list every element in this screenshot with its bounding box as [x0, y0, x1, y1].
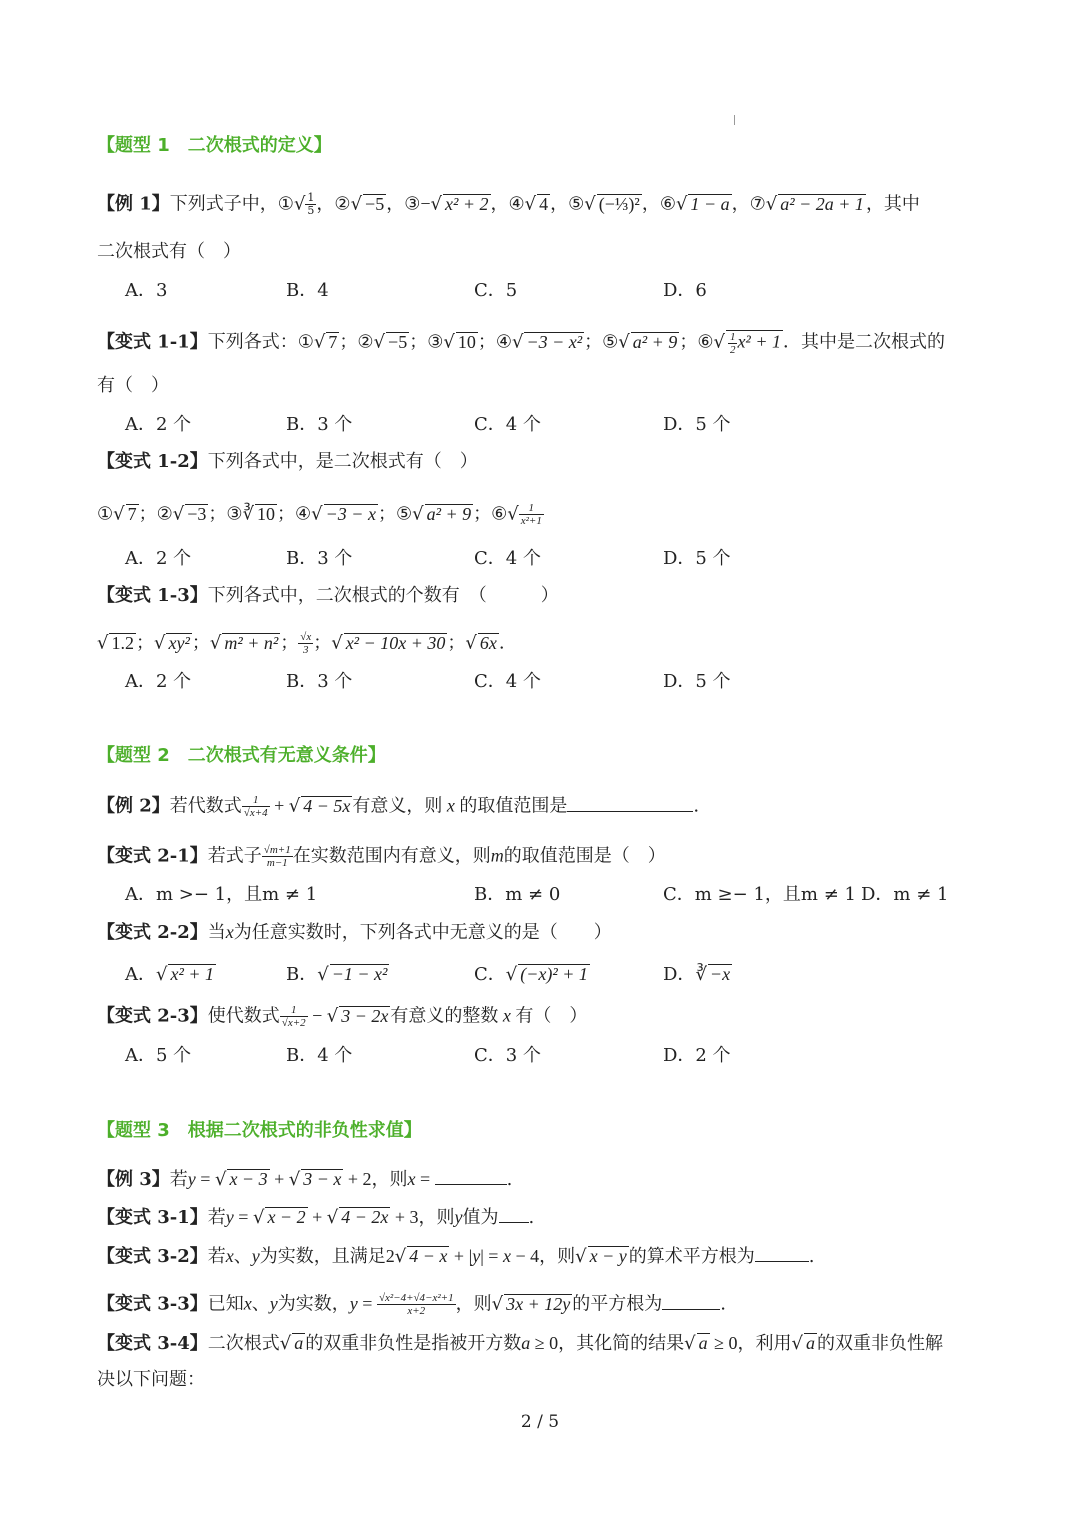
example-tag: 【例 2】: [97, 795, 170, 817]
stem-text: 使代数式: [207, 1005, 280, 1027]
variant-1-2-expr: ①√ 7 ；②√ −3 ；③∛ 10 ；④√ −3 − x ；⑤√ a² + 9 ；⑥√ $\frac{1}{\text{x²+1}}$: [97, 502, 542, 528]
option-a: A．2 个: [125, 548, 192, 569]
variant-tag: 【变式 1-3】: [97, 585, 208, 606]
stem-text: 有意义，则: [352, 795, 443, 817]
option-d: D．2 个: [663, 1045, 731, 1066]
stem-text: 若: [169, 1169, 188, 1190]
stem-text: 在实数范围内有意义，则: [292, 845, 491, 867]
stem-text: 有（ ）: [515, 1005, 588, 1027]
stem-text: 下列各式中，是二次根式有（ ）: [207, 451, 478, 472]
example-1-stem: 【例 1】下列式子中，①√ $\frac{1}{5}$ ，②√ −5 ，③−√ x² + 2 ，④√ 4 ，⑤√ (−⅓)² ，⑥√ 1 − a ，⑦√ a² − 2a + 1 ，其中: [97, 191, 920, 218]
stem-text: 当: [207, 922, 226, 943]
variant-3-3-stem: 【变式 3-3】已知x、y为实数，y = $\frac{\text{√x²−4+√4−x²+1}}{x+2}$ ，则√ 3x + 12y 的平方根为 .: [97, 1292, 726, 1318]
variant-tag: 【变式 3-3】: [97, 1293, 208, 1315]
option-c: C．4 个: [474, 414, 541, 435]
variant-3-4-cont: 决以下问题：: [97, 1369, 205, 1390]
stem-text: 若代数式: [169, 795, 242, 817]
answer-blank[interactable]: [662, 1293, 720, 1310]
variant-tag: 【变式 1-1】: [97, 331, 208, 353]
stem-text: 为实数，: [277, 1293, 350, 1315]
option-a: A．3: [125, 280, 168, 301]
option-a: A．2 个: [125, 671, 192, 692]
variant-2-2-stem: 【变式 2-2】当x为任意实数时，下列各式中无意义的是（ ）: [97, 922, 612, 943]
margin-mark: [734, 115, 735, 125]
stem-text: 下列式子中，: [169, 193, 278, 215]
example-1-cont: 二次根式有（ ）: [97, 241, 241, 262]
stem-text: 为实数，且满足: [259, 1246, 386, 1267]
variant-tag: 【变式 2-3】: [97, 1005, 208, 1027]
variant-1-2-stem: [97, 453, 478, 471]
answer-blank[interactable]: [567, 795, 693, 812]
option-a: A．5 个: [125, 1045, 192, 1066]
option-c: C．5: [474, 280, 518, 301]
stem-text: ，则: [371, 1169, 408, 1190]
variant-1-3-expr: √ 1.2 ；√ xy² ；√ m² + n² ； $\frac{√x}{3}$ ；√ x² − 10x + 30 ；√ 6x .: [97, 631, 505, 657]
variant-3-1-stem: 【变式 3-1】若y = √ x − 2 + √ 4 − 2x + 3，则y值为 .: [97, 1207, 535, 1228]
option-c: C．√ (−x)² + 1: [474, 964, 588, 985]
option-a: A．m >− 1，且m ≠ 1: [125, 884, 318, 905]
stem-text: ，其中: [865, 193, 920, 215]
stem-text: 下列各式：: [207, 331, 298, 353]
stem-text: 若: [207, 1246, 226, 1267]
stem-text: 若式子: [207, 845, 262, 867]
section-title-3: 【题型 3 根据二次根式的非负性求值】: [97, 1120, 422, 1141]
answer-blank[interactable]: [755, 1245, 809, 1262]
variant-tag: 【变式 2-2】: [97, 922, 208, 943]
variant-1-1-cont: 有（ ）: [97, 375, 169, 396]
option-b: B．3 个: [286, 671, 353, 692]
stem-text: ，则: [455, 1293, 492, 1315]
stem-text: 的算术平方根为: [628, 1246, 755, 1267]
stem-text: 值为: [462, 1207, 499, 1228]
variant-1-3-stem: [97, 587, 559, 605]
option-d: D．5 个: [663, 548, 731, 569]
stem-text: 的双重非负性是指被开方数: [305, 1333, 522, 1354]
option-d: D．∛ −x: [663, 964, 731, 985]
page-number: 2 / 5: [520, 1412, 560, 1432]
stem-text: 二次根式: [207, 1333, 280, 1354]
example-2-stem: 【例 2】若代数式 $\frac{1}{√x+4}$ + √ 4 − 5x 有意义，则 x 的取值范围是 .: [97, 794, 700, 820]
stem-text: ，其化简的结果: [558, 1333, 685, 1354]
stem-text: 的双重非负性解: [817, 1333, 944, 1354]
answer-blank[interactable]: [435, 1168, 507, 1185]
variant-tag: 【变式 3-1】: [97, 1207, 208, 1228]
option-b: B．3 个: [286, 548, 353, 569]
option-d: D．6: [663, 280, 707, 301]
stem-text: 的取值范围是（ ）: [503, 845, 666, 867]
variant-2-3-stem: 【变式 2-3】使代数式 $\frac{1}{√x+2}$ − √ 3 − 2x 有意义的整数 x 有（ ）: [97, 1004, 588, 1030]
option-c: C．m ≥− 1，且m ≠ 1: [663, 884, 856, 905]
option-a: A．√ x² + 1: [125, 964, 215, 985]
option-c: C．3 个: [474, 1045, 541, 1066]
stem-text: 若: [207, 1207, 226, 1228]
section-title-1: 【题型 1 二次根式的定义】: [97, 135, 332, 156]
option-d: D．5 个: [663, 671, 731, 692]
stem-text: ．其中是二次根式的: [782, 331, 945, 353]
option-b: B．4 个: [286, 1045, 353, 1066]
stem-text: ，则: [418, 1207, 455, 1228]
variant-tag: 【变式 3-4】: [97, 1333, 208, 1354]
section-title-2: 【题型 2 二次根式有无意义条件】: [97, 745, 386, 766]
option-d: D．5 个: [663, 414, 731, 435]
stem-text: 下列各式中，二次根式的个数有 （ ）: [207, 585, 559, 606]
stem-text: 已知: [207, 1293, 244, 1315]
stem-text: ，则: [539, 1246, 576, 1267]
variant-tag: 【变式 3-2】: [97, 1246, 208, 1267]
stem-text: ，利用: [737, 1333, 792, 1354]
option-b: B．√ −1 − x²: [286, 964, 388, 985]
option-b: B．4: [286, 280, 329, 301]
stem-text: 的取值范围是: [459, 795, 568, 817]
option-c: C．4 个: [474, 671, 541, 692]
variant-3-2-stem: 【变式 3-2】若x、y为实数，且满足2√ 4 − x + |y| = x − 4，则√ x − y 的算术平方根为 .: [97, 1246, 815, 1267]
variant-tag: 【变式 1-2】: [97, 451, 208, 472]
stem-text: 为任意实数时，下列各式中无意义的是（ ）: [233, 922, 612, 943]
option-b: B．m ≠ 0: [474, 884, 561, 905]
option-c: C．4 个: [474, 548, 541, 569]
variant-1-1-stem: 【变式 1-1】下列各式：①√ 7 ；②√ −5 ；③√ 10 ；④√ −3 − x² ；⑤√ a² + 9 ；⑥√ $\frac{1}{2}$ x² + 1 ．其中是二次根式的: [97, 331, 945, 357]
variant-3-4-stem: 【变式 3-4】二次根式√ a 的双重非负性是指被开方数a ≥ 0，其化简的结果√ a ≥ 0，利用√ a 的双重非负性解: [97, 1333, 944, 1354]
example-3-stem: 【例 3】若y = √ x − 3 + √ 3 − x + 2，则x = .: [97, 1169, 513, 1190]
stem-text: 的平方根为: [572, 1293, 663, 1315]
variant-2-1-stem: 【变式 2-1】若式子 $\frac{√m+1}{m-1}$ 在实数范围内有意义，则m的取值范围是（ ）: [97, 844, 666, 870]
stem-text: 有意义的整数: [390, 1005, 499, 1027]
example-tag: 【例 1】: [97, 193, 170, 215]
example-tag: 【例 3】: [97, 1169, 170, 1190]
option-d: D．m ≠ 1: [861, 884, 949, 905]
answer-blank[interactable]: [499, 1206, 529, 1223]
option-b: B．3 个: [286, 414, 353, 435]
variant-tag: 【变式 2-1】: [97, 845, 208, 867]
option-a: A．2 个: [125, 414, 192, 435]
